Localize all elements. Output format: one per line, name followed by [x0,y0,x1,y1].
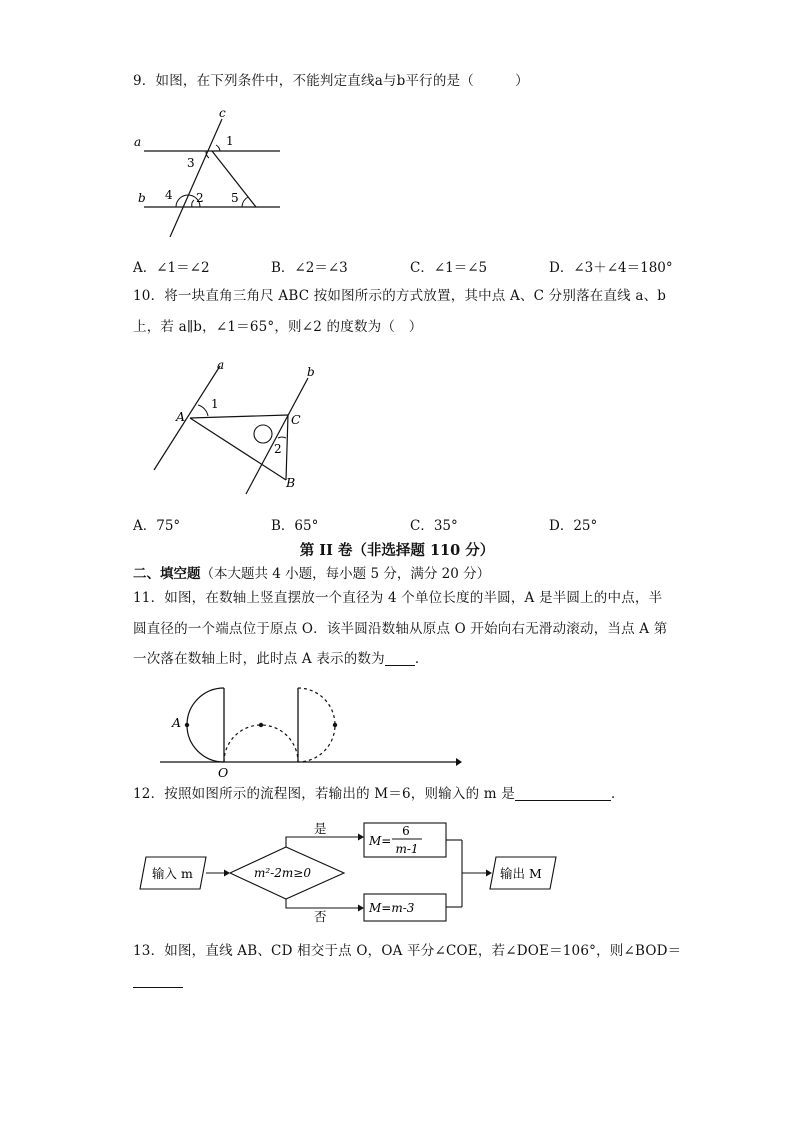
q12-flowchart [136,817,576,927]
q11-stem-line1: 11．如图，在数轴上竖直摆放一个直径为 4 个单位长度的半圆，A 是半圆上的中点，半 [133,590,663,606]
q11-stem-line3-text: 一次落在数轴上时，此时点 A 表示的数为 [133,651,385,667]
q9-label-5: 5 [231,191,239,205]
section-heading-bold: 二、填空题 [133,566,201,582]
q9-option-c: C．∠1＝∠5 [410,260,488,276]
q9-label-3: 3 [187,156,195,170]
q11-answer-blank [385,651,415,666]
q9-label-2: 2 [196,191,204,205]
q10-option-d: D．25° [549,518,598,534]
q12-stem [133,784,625,804]
q9-option-a: A．∠1＝∠2 [133,260,210,276]
q10-label-2: 2 [274,442,282,456]
q9-option-b: B．∠2＝∠3 [271,260,348,276]
q9-label-c: c [219,106,226,120]
q11-stem-line2: 圆直径的一个端点位于原点 O．该半圆沿数轴从原点 O 开始向右无滑动滚动，当点 A 第 [133,621,668,637]
q11-stem-line3 [133,649,429,669]
flow-condition: m²-2m≥0 [254,866,311,880]
q10-option-a: A．75° [133,518,181,534]
q10-figure [150,358,330,498]
q9-label-1: 1 [226,134,234,148]
q10-option-b: B．65° [271,518,319,534]
section-heading-rest: （本大题共 4 小题，每小题 5 分，满分 20 分） [200,566,491,582]
q10-stem-line1: 10．将一块直角三角尺 ABC 按如图所示的方式放置，其中点 A、C 分别落在直线 a、b [133,288,667,304]
q9-stem: 9．如图，在下列条件中，不能判定直线a与b平行的是（ ） [133,73,529,89]
q10-label-b: b [307,365,315,379]
section-title: 第 II 卷（非选择题 110 分） [299,542,495,559]
q13-stem: 13．如图，直线 AB、CD 相交于点 O，OA 平分∠COE，若∠DOE＝106°，则∠BOD＝ [133,943,682,959]
q10-label-a: a [217,358,225,372]
q10-option-c: C．35° [410,518,458,534]
q10-label-A: A [176,409,186,424]
flow-input-label: 输入 m [152,866,193,881]
q11-stem-line3-end: ． [414,651,429,667]
section-heading [133,562,490,582]
flow-yes-label: 是 [314,821,327,836]
flow-no-expr: M=m-3 [369,901,415,915]
q11-label-O: O [218,765,229,780]
flow-yes-lhs: M= [369,834,392,848]
q13-answer-blank [133,987,183,988]
q12-stem-text: 12．按照如图所示的流程图，若输出的 M＝6，则输入的 m 是 [133,786,515,802]
q9-label-b: b [138,191,146,205]
q10-label-1: 1 [211,397,219,411]
q11-label-A: A [172,715,182,730]
q10-label-B: B [286,475,296,490]
q10-stem-line2: 上，若 a∥b，∠1＝65°，则∠2 的度数为（ ） [133,319,423,335]
flow-yes-denominator: m-1 [395,842,419,856]
flow-output-label: 输出 M [500,866,542,881]
q11-figure [150,685,450,785]
q12-answer-blank [515,786,611,801]
q9-label-4: 4 [165,188,173,202]
q9-label-a: a [134,135,142,149]
q9-figure [130,105,290,245]
flow-no-label: 否 [314,909,327,924]
flow-yes-numerator: 6 [402,824,410,838]
q12-stem-end: ． [610,786,625,802]
q10-label-C: C [291,412,301,427]
q9-option-d: D．∠3＋∠4＝180° [549,260,673,276]
